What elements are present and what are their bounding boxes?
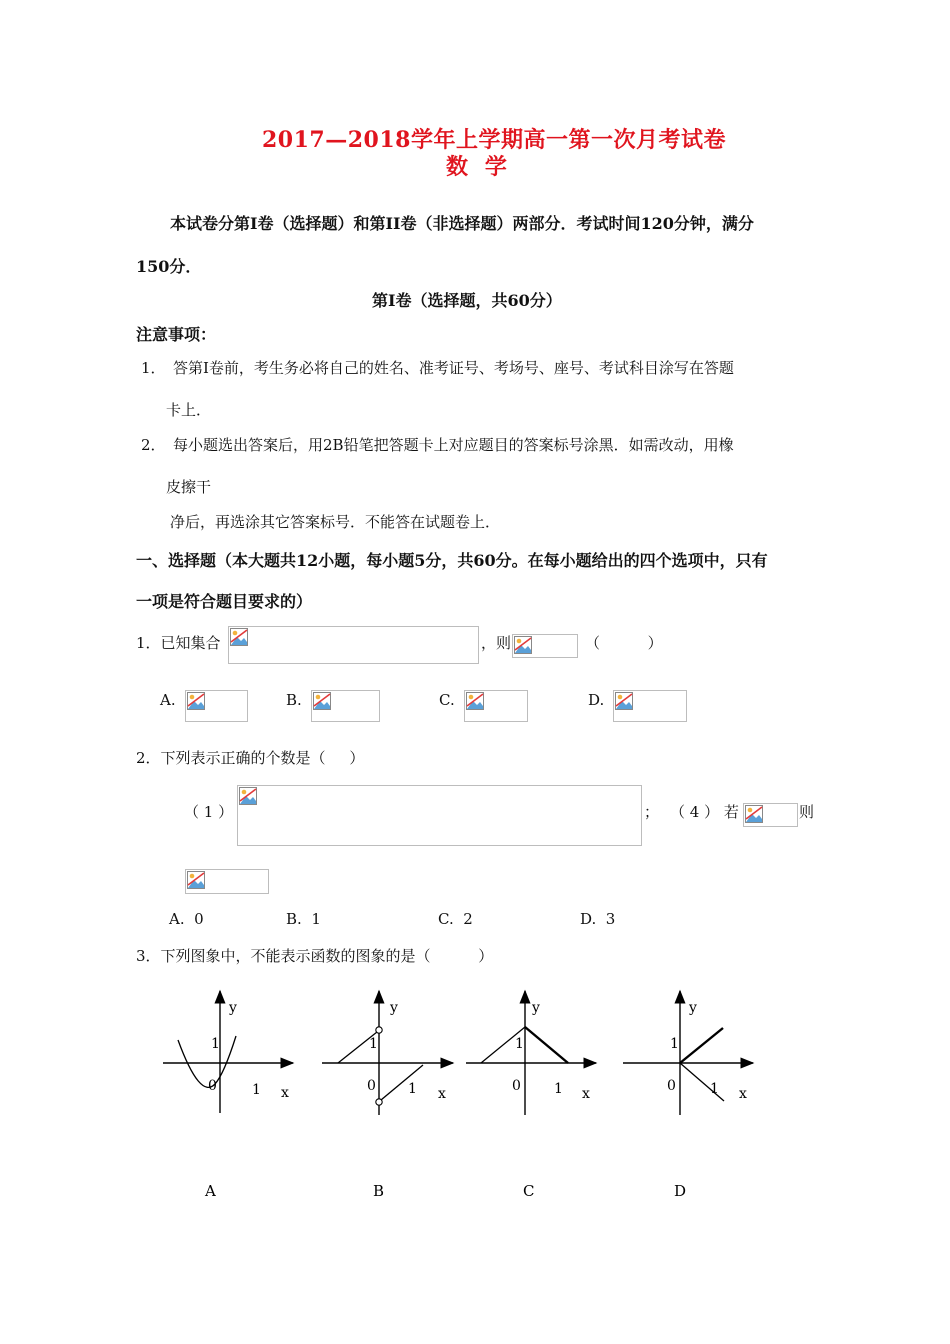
intro-line-2: 150分． [136,257,202,276]
q2-option-b: B. 1 [286,910,321,928]
q2-semicolon: ； [644,803,660,821]
graph-d-x-one-label: 1 [710,1081,719,1097]
graph-d-zero-label: 0 [667,1078,676,1094]
graph-a-x-label: x [281,1085,289,1101]
note-2-line-a: 每小题选出答案后，用2B铅笔把答题卡上对应题目的答案标号涂黑．如需改动，用橡 [173,436,734,454]
graph-b [322,991,453,1115]
note-2-number: 2． [141,436,166,454]
broken-image-icon [187,692,205,710]
q2-statements-image [237,785,642,846]
graph-a-option-label: A [205,1182,216,1200]
graph-c [466,991,596,1115]
q1-option-b-image [311,690,380,722]
q1-answer-bracket: （ ） [585,634,663,652]
graph-a-curve [178,1036,236,1087]
notes-heading: 注意事项： [136,325,217,344]
q1-then: ，则 [481,634,512,652]
q1-option-c-label: C. [439,691,455,709]
q1-option-a-label: A. [160,691,176,709]
broken-image-icon [230,628,248,646]
broken-image-icon [514,636,532,654]
q1-option-d-label: D. [588,691,605,709]
graph-c-one-label: 1 [515,1036,524,1052]
graph-c-option-label: C [523,1182,535,1200]
q2-part-1-label: （ 1 ） [184,803,234,821]
graph-d-option-label: D [674,1182,687,1200]
note-1-line-a: 答第Ⅰ卷前，考生务必将自己的姓名、准考证号、考场号、座号、考试科目涂写在答题 [173,359,734,377]
graph-c-y-label: y [532,1000,540,1016]
q1-stem: 1．已知集合 [136,634,221,652]
q2-then: 则 [799,803,815,821]
graph-b-open-point-top [376,1027,382,1033]
note-1-line-b: 卡上． [166,401,212,419]
q1-set-image [228,626,479,664]
section-1-heading-cont: 一项是符合题目要求的） [136,592,313,611]
note-2-line-c: 净后，再选涂其它答案标号．不能答在试题卷上． [170,513,501,531]
graph-d [623,991,753,1115]
broken-image-icon [187,871,205,889]
subject-title: 数 学 [446,154,508,180]
broken-image-icon [313,692,331,710]
q1-option-a-image [185,690,248,722]
q2-option-a: A. 0 [169,910,204,928]
q1-option-d-image [613,690,687,722]
graph-b-zero-label: 0 [367,1078,376,1094]
part1-title: 第Ⅰ卷（选择题，共60分） [372,291,562,310]
graph-d-upper-ray [680,1028,723,1063]
graph-b-option-label: B [373,1182,385,1200]
exam-title: 2017—2018学年上学期高一第一次月考试卷 [262,127,726,153]
section-1-heading: 一、选择题（本大题共12小题，每小题5分，共60分。在每小题给出的四个选项中，只有 [136,551,768,570]
graph-a-y-label: y [229,1000,237,1016]
q2-conclusion-image [185,869,269,894]
q1-option-c-image [464,690,528,722]
graph-b-y-label: y [390,1000,398,1016]
graph-c-zero-label: 0 [512,1078,521,1094]
graph-d-x-label: x [739,1086,747,1102]
q3-stem: 3．下列图象中，不能表示函数的图象的是（ ） [136,947,494,965]
graph-b-x-label: x [438,1086,446,1102]
graph-d-y-label: y [689,1000,697,1016]
note-1-number: 1． [141,359,166,377]
q2-stem: 2．下列表示正确的个数是（ ） [136,749,365,767]
graph-a-one-label: 1 [211,1036,220,1052]
graph-b-x-one-label: 1 [408,1081,417,1097]
q1-expr-image [512,634,578,658]
graph-a-x-one-label: 1 [252,1082,261,1098]
broken-image-icon [745,805,763,823]
graph-a [163,991,293,1113]
graph-c-x-label: x [582,1086,590,1102]
q2-option-c: C. 2 [438,910,473,928]
graph-b-one-label: 1 [369,1036,378,1052]
q1-option-b-label: B. [286,691,302,709]
q2-option-d: D. 3 [580,910,616,928]
graph-c-x-one-label: 1 [554,1081,563,1097]
intro-line-1: 本试卷分第Ⅰ卷（选择题）和第II卷（非选择题）两部分．考试时间120分钟，满分 [170,214,754,233]
graph-b-open-point-bottom [376,1099,382,1105]
graph-a-zero-label: 0 [208,1078,217,1094]
graph-d-one-label: 1 [670,1036,679,1052]
broken-image-icon [615,692,633,710]
note-2-line-b: 皮擦干 [166,478,212,496]
broken-image-icon [239,787,257,805]
q3-graphs [0,980,950,1210]
q2-condition-image [743,803,798,827]
graph-c-right-segment [525,1027,568,1063]
q2-part-4-label: （ 4 ） 若 [670,803,739,821]
broken-image-icon [466,692,484,710]
